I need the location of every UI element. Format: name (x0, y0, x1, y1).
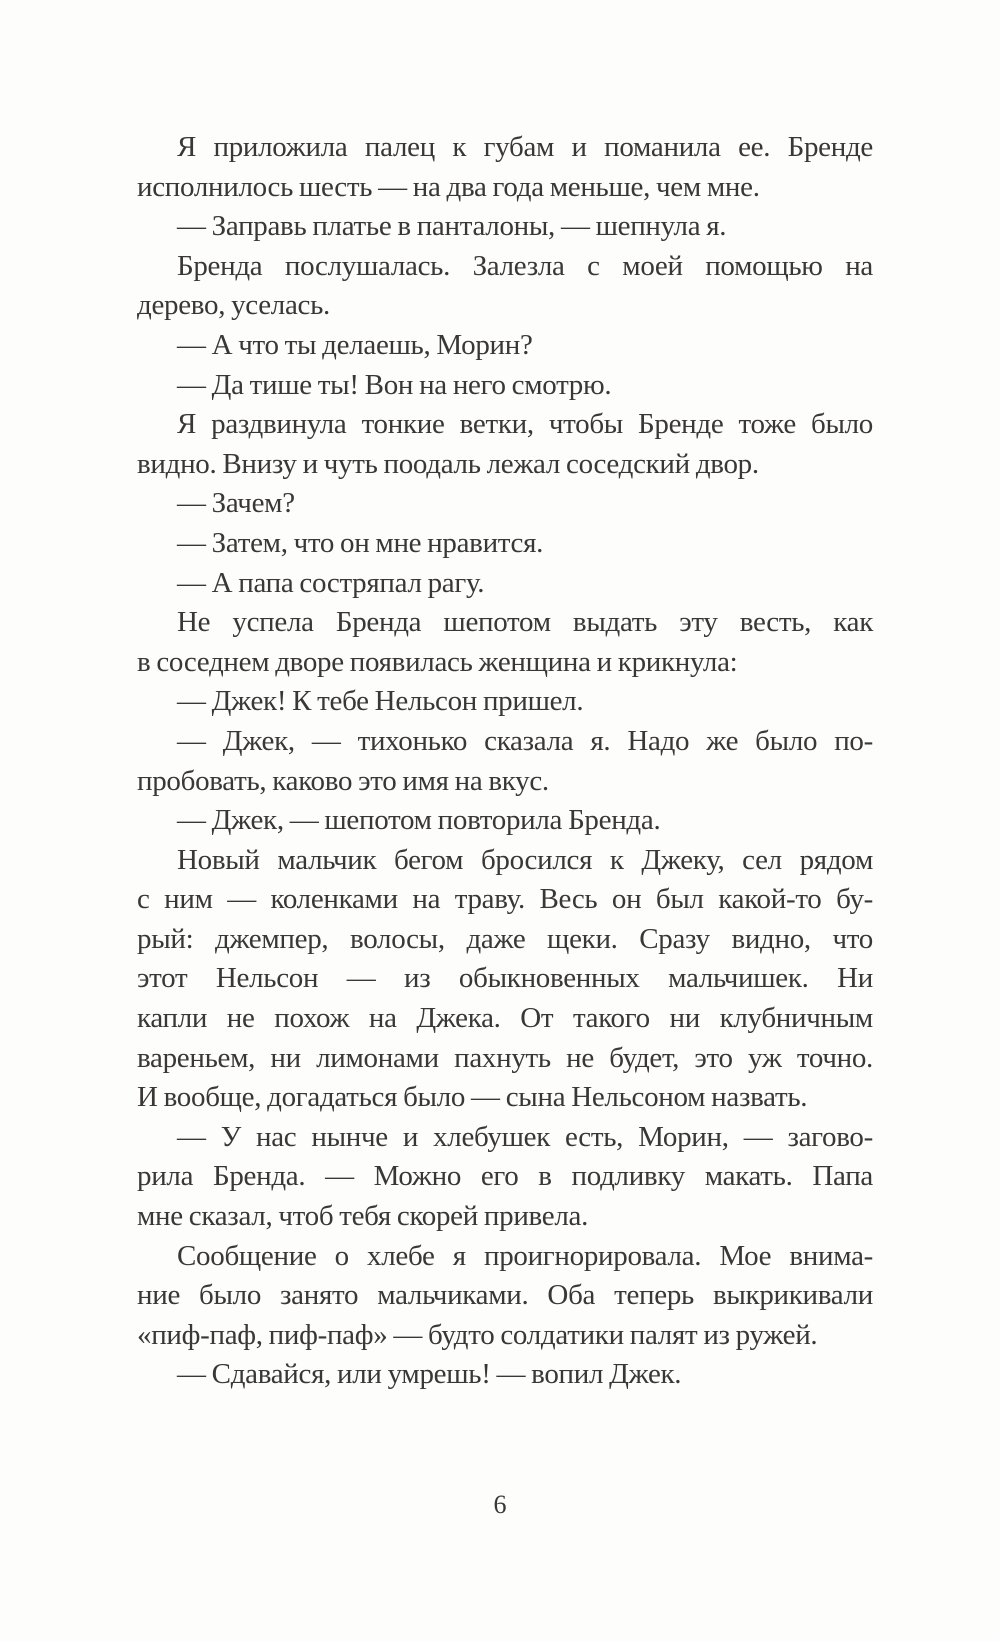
dialogue-line: — Сдавайся, или умрешь! — вопил Джек. (177, 1358, 682, 1391)
text-line: исполнилось шесть — на два года меньше, чем мне. (137, 170, 760, 203)
text-line: Я раздвинула тонкие ветки, чтобы Бренде тоже было (177, 408, 873, 441)
page-number: 6 (493, 1490, 507, 1519)
dialogue-line: — А папа состряпал рагу. (177, 566, 485, 599)
text-line: капли не похож на Джека. От такого ни клубничным (137, 1002, 873, 1035)
page-body (137, 128, 873, 1395)
text-line: Не успела Бренда шепотом выдать эту весть, как (177, 606, 873, 639)
dialogue-line: — Джек, — шепотом повторила Бренда. (177, 804, 661, 837)
text-line: мне сказал, чтоб тебя скорей привела. (137, 1200, 589, 1233)
text-line: с ним — коленками на траву. Весь он был какой-то бу- (137, 883, 873, 916)
text-line: вареньем, ни лимонами пахнуть не будет, это уж точно. (137, 1041, 873, 1074)
text-line: рый: джемпер, волосы, даже щеки. Сразу видно, что (137, 922, 873, 955)
text-line: пробовать, каково это имя на вкус. (137, 764, 549, 797)
dialogue-line: — Затем, что он мне нравится. (177, 526, 544, 559)
text-line: И вообще, догадаться было — сына Нельсоном назвать. (137, 1081, 808, 1114)
text-line: «пиф-паф, пиф-паф» — будто солдатики палят из ружей. (137, 1318, 818, 1351)
dialogue-line: — Джек! К тебе Нельсон пришел. (177, 685, 584, 718)
text-line: рила Бренда. — Можно его в подливку макать. Папа (137, 1160, 873, 1193)
text-line: в соседнем дворе появилась женщина и крикнула: (137, 645, 738, 678)
dialogue-line: — А что ты делаешь, Морин? (177, 328, 533, 361)
text-line: этот Нельсон — из обыкновенных мальчишек. Ни (137, 962, 873, 995)
text-line: дерево, уселась. (137, 289, 330, 322)
dialogue-line: — Заправь платье в панталоны, — шепнула я. (177, 210, 727, 243)
text-line: Сообщение о хлебе я проигнорировала. Мое внима- (177, 1239, 873, 1272)
text-line: Я приложила палец к губам и поманила ее. Бренде (177, 131, 873, 163)
text-line: Бренда послушалась. Залезла с моей помощью на (177, 249, 873, 282)
dialogue-line: — Джек, — тихонько сказала я. Надо же было по- (177, 724, 873, 757)
text-line: видно. Внизу и чуть поодаль лежал соседский двор. (137, 447, 759, 480)
dialogue-line: — Зачем? (177, 487, 295, 520)
dialogue-line: — У нас нынче и хлебушек есть, Морин, — загово- (177, 1120, 873, 1153)
text-line: Новый мальчик бегом бросился к Джеку, сел рядом (177, 843, 873, 876)
dialogue-line: — Да тише ты! Вон на него смотрю. (177, 368, 612, 401)
text-line: ние было занято мальчиками. Оба теперь выкрикивали (137, 1279, 873, 1312)
